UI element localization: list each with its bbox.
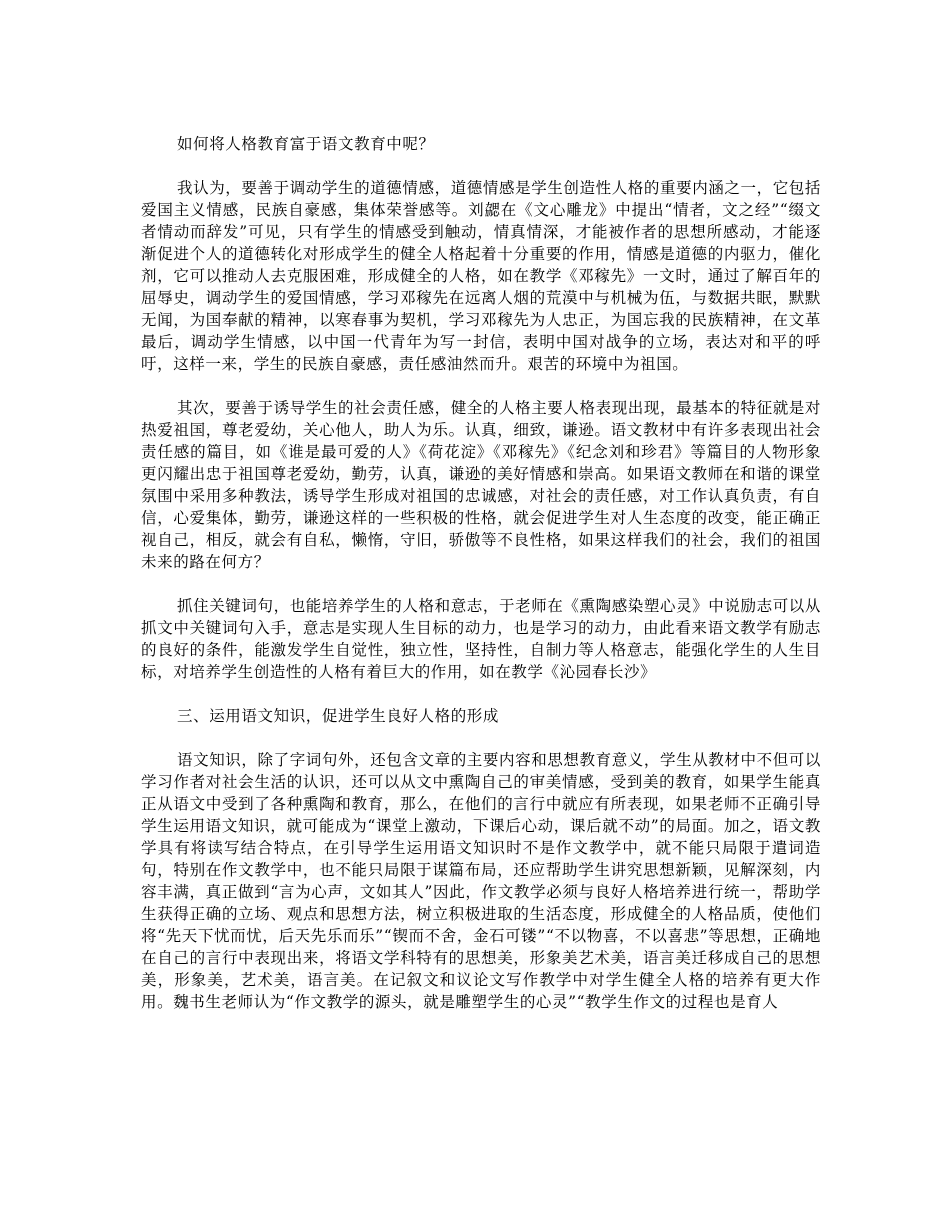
document-page — [141, 133, 821, 1035]
paragraph-language-knowledge: 语文知识，除了字词句外，还包含文章的主要内容和思想教育意义，学生从教材中不但可以学习作者对社会生活的认识，还可以从文中熏陶自己的审美情感，受到美的教育，如果学生能真正从语文中受到了各种熏陶和教育，那么，在他们的言行中就应有所表现，如果老师不正确引导学生运用语文知识，就可能成为“课堂上激动，下课后心动，课后就不动”的局面。加之，语文教学具有将读写结合特点，在引导学生运用语文知识时不是作文教学中，就不能只局限于遣词造句，特别在作文教学中，也不能只局限于谋篇布局，还应帮助学生讲究思想新颖，见解深刻，内容丰满，真正做到“言为心声，文如其人”因此，作文教学必须与良好人格培养进行统一，帮助学生获得正确的立场、观点和思想方法，树立积极进取的生活态度，形成健全的人格品质，使他们将“先天下忧而忧，后天先乐而乐”“锲而不舍，金石可镂”“不以物喜，不以喜悲”等思想，正确地在自己的言行中表现出来，将语文学科特有的思想美，形象美艺术美，语言美迁移成自己的思想美，形象美，艺术美，语言美。在记叙文和议论文写作教学中对学生健全人格的培养有更大作用。魏书生老师认为“作文教学的源头，就是雕塑学生的心灵”“教学生作文的过程也是育人 — [141, 751, 822, 1011]
paragraph-moral-emotion: 我认为，要善于调动学生的道德情感，道德情感是学生创造性人格的重要内涵之一，它包括爱国主义情感，民族自豪感，集体荣誉感等。刘勰在《文心雕龙》中提出“情者，文之经”“缀文者情动而辞发”可见，只有学生的情感受到触动，情真情深，才能被作者的思想所感动，才能逐渐促进个人的道德转化对形成学生的健全人格起着十分重要的作用，情感是道德的内驱力，催化剂，它可以推动人去克服困难，形成健全的人格，如在教学《邓稼先》一文时，通过了解百年的屈辱史，调动学生的爱国情感，学习邓稼先在远离人烟的荒漠中与机械为伍，与数据共眠，默默无闻，为国奉献的精神，以寒春事为契机，学习邓稼先为人忠正，为国忘我的民族精神，在文革最后，调动学生情感，以中国一代青年为写一封信，表明中国对战争的立场，表达对和平的呼吁，这样一来，学生的民族自豪感，责任感油然而升。艰苦的环境中为祖国。 — [141, 179, 822, 373]
intro-question: 如何将人格教育富于语文教育中呢？ — [177, 135, 435, 153]
section-heading-3: 三、运用语文知识，促进学生良好人格的形成 — [177, 707, 500, 725]
paragraph-key-words: 抓住关键词句，也能培养学生的人格和意志，于老师在《熏陶感染塑心灵》中说励志可以从抓文中关键词句入手，意志是实现人生目标的动力，也是学习的动力，由此看来语文教学有励志的良好的条件，能激发学生自觉性，独立性，坚持性，自制力等人格意志，能强化学生的人生目标，对培养学生创造性的人格有着巨大的作用，如在教学《沁园春长沙》 — [141, 597, 822, 681]
paragraph-social-responsibility: 其次，要善于诱导学生的社会责任感，健全的人格主要人格表现出现，最基本的特征就是对热爱祖国，尊老爱幼，关心他人，助人为乐。认真，细致，谦逊。语文教材中有许多表现出社会责任感的篇目，如《谁是最可爱的人》《荷花淀》《邓稼先》《纪念刘和珍君》等篇目的人物形象更闪耀出忠于祖国尊老爱幼，勤劳，认真，谦逊的美好情感和崇高。如果语文教师在和谐的课堂氛围中采用多种教法，诱导学生形成对祖国的忠诚感，对社会的责任感，对工作认真负责，有自信，心爱集体，勤劳，谦逊这样的一些积极的性格，就会促进学生对人生态度的改变，能正确正视自己，相反，就会有自私，懒惰，守旧，骄傲等不良性格，如果这样我们的社会，我们的祖国未来的路在何方？ — [141, 399, 822, 571]
